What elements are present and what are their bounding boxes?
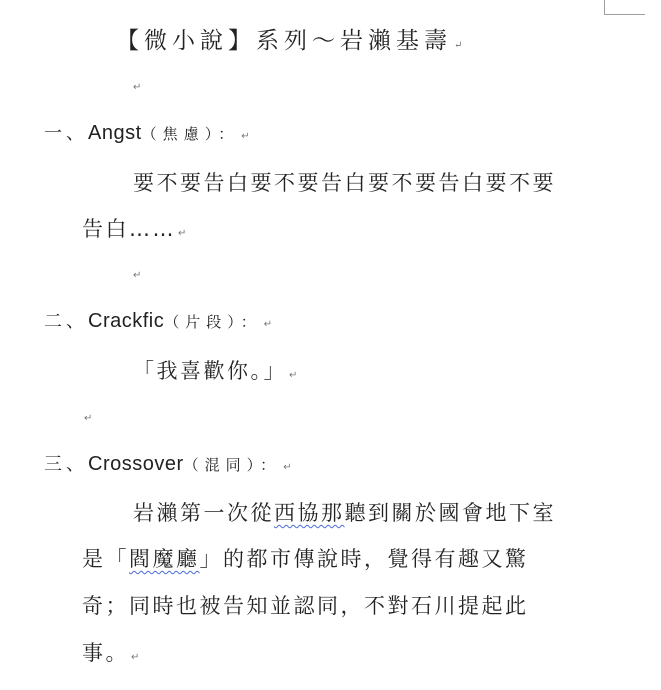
body-line xyxy=(133,355,300,385)
paragraph-mark-icon: ↵ xyxy=(283,462,293,473)
paragraph-mark-icon: ↵ xyxy=(241,131,251,142)
section-number: 一、 xyxy=(44,123,88,144)
section-gloss: 焦慮 xyxy=(162,125,205,143)
empty-paragraph xyxy=(84,413,92,424)
paren-open: （ xyxy=(183,456,205,474)
paragraph-mark-icon: ↵ xyxy=(263,319,274,330)
section-term: Angst xyxy=(88,122,142,144)
body-line xyxy=(82,637,142,667)
paragraph-mark-icon: ↵ xyxy=(454,40,468,51)
spellcheck-underlined-text[interactable]: 閻魔廳 xyxy=(129,547,200,571)
paren-close: ）： xyxy=(204,125,240,143)
body-text: 聽到關於國會地下室 xyxy=(344,501,556,525)
body-text: 要不要告白要不要告白要不要告白要不要 xyxy=(133,171,556,195)
section-number: 三、 xyxy=(44,454,88,475)
section-gloss: 片段 xyxy=(185,313,228,331)
body-text: 」的都市傳說時，覺得有趣又驚 xyxy=(199,547,529,571)
paren-open: （ xyxy=(141,125,163,143)
section-term: Crackfic xyxy=(88,310,165,332)
empty-paragraph xyxy=(133,270,141,281)
paragraph-mark-icon: ↵ xyxy=(84,413,93,424)
paragraph-mark-icon: ↵ xyxy=(131,652,142,663)
section-number: 二、 xyxy=(44,311,88,332)
paren-open: （ xyxy=(164,313,186,331)
page-corner-marker xyxy=(604,0,645,15)
paragraph-mark-icon: ↵ xyxy=(289,370,300,381)
section-gloss: 混同 xyxy=(204,456,247,474)
paren-close: ）： xyxy=(227,313,262,331)
body-line xyxy=(133,497,556,527)
body-text: 是「 xyxy=(82,547,129,571)
paren-close: ）： xyxy=(246,456,282,474)
spellcheck-underlined-text[interactable]: 西協那 xyxy=(274,501,345,525)
document-title xyxy=(116,22,467,55)
body-line xyxy=(82,590,529,620)
body-text: 岩瀨第一次從 xyxy=(133,501,274,525)
paragraph-mark-icon: ↵ xyxy=(133,82,142,93)
body-line xyxy=(133,167,556,197)
body-line xyxy=(82,213,189,243)
section-heading-1 xyxy=(44,119,251,145)
section-term: Crossover xyxy=(88,453,184,475)
body-text: 告白…… xyxy=(82,217,176,241)
paragraph-mark-icon: ↵ xyxy=(133,270,142,281)
body-text: 「我喜歡你。」 xyxy=(133,359,287,383)
body-line xyxy=(82,543,529,573)
body-text: 奇；同時也被告知並認同，不對石川提起此 xyxy=(82,594,529,618)
empty-paragraph xyxy=(133,82,141,93)
paragraph-mark-icon: ↵ xyxy=(178,228,189,239)
section-heading-3 xyxy=(44,450,293,476)
section-heading-2 xyxy=(44,307,273,333)
title-text: 【微小說】系列～岩瀨基壽 xyxy=(116,28,452,54)
body-text: 事。 xyxy=(82,641,129,665)
